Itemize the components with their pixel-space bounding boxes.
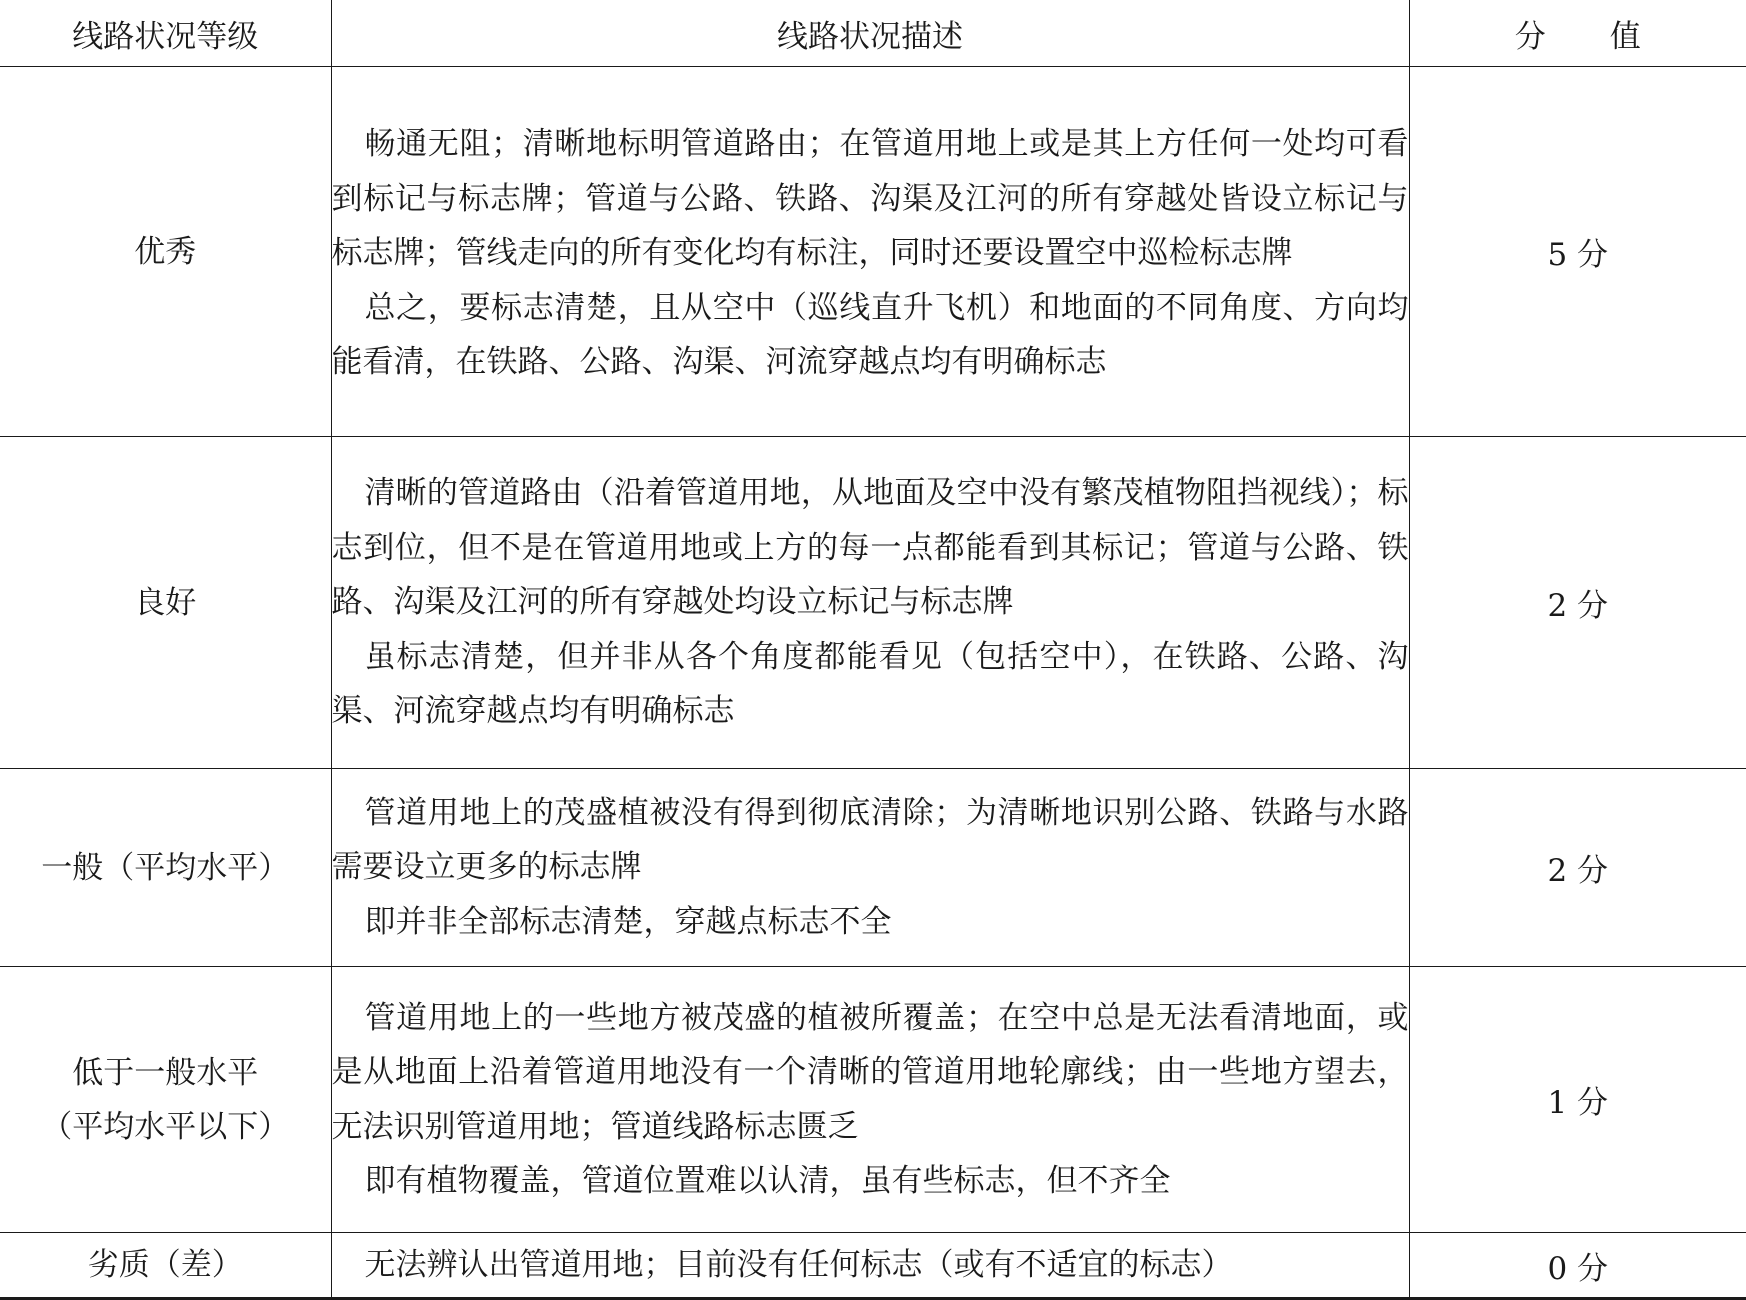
level-line: 优秀 (134, 233, 197, 270)
score-cell: 2 分 (1409, 437, 1746, 769)
level-line: 良好 (134, 584, 197, 621)
level-line: 一般（平均水平） (41, 849, 290, 886)
description-paragraph: 清晰的管道路由（沿着管道用地，从地面及空中没有繁茂植物阻挡视线）；标志到位，但不是在管道用地或上方的每一点都能看到其标记；管道与公路、铁路、沟渠及江河的所有穿越处均设立标记与标志牌 (331, 475, 1409, 621)
table-header-row (0, 0, 1746, 67)
description-cell (331, 437, 1409, 769)
level-cell (0, 1233, 331, 1299)
score-cell: 5 分 (1409, 67, 1746, 437)
header-description: 线路状况描述 (331, 0, 1409, 67)
table-row (0, 67, 1746, 437)
table-row (0, 1233, 1746, 1299)
score-cell: 2 分 (1409, 769, 1746, 967)
header-score-part2: 值 (1609, 18, 1641, 55)
description-cell (331, 769, 1409, 967)
table-row (0, 437, 1746, 769)
score-cell: 1 分 (1409, 967, 1746, 1233)
table-row (0, 769, 1746, 967)
description-paragraph: 即有植物覆盖，管道位置难以认清，虽有些标志，但不齐全 (364, 1163, 1171, 1199)
description-paragraph: 即并非全部标志清楚，穿越点标志不全 (364, 903, 892, 940)
description-paragraph: 总之，要标志清楚，且从空中（巡线直升飞机）和地面的不同角度、方向均能看清，在铁路、公路、沟渠、河流穿越点均有明确标志 (331, 289, 1409, 381)
level-line: 劣质（差） (87, 1247, 243, 1283)
description-paragraph: 管道用地上的茂盛植被没有得到彻底清除；为清晰地识别公路、铁路与水路需要设立更多的标志牌 (331, 794, 1409, 886)
level-cell (0, 67, 331, 437)
description-cell (331, 967, 1409, 1233)
description-paragraph: 无法辨认出管道用地；目前没有任何标志（或有不适宜的标志） (364, 1246, 1233, 1283)
table-row (0, 967, 1746, 1233)
level-line: （平均水平以下） (41, 1108, 290, 1145)
description-paragraph: 管道用地上的一些地方被茂盛的植被所覆盖；在空中总是无法看清地面，或是从地面上沿着管道用地没有一个清晰的管道用地轮廓线；由一些地方望去，无法识别管道用地；管道线路标志匮乏 (331, 999, 1409, 1145)
description-paragraph: 虽标志清楚，但并非从各个角度都能看见（包括空中），在铁路、公路、沟渠、河流穿越点均有明确标志 (331, 638, 1409, 730)
header-score (1409, 0, 1746, 67)
level-cell (0, 967, 331, 1233)
level-cell (0, 437, 331, 769)
description-paragraph: 畅通无阻；清晰地标明管道路由；在管道用地上或是其上方任何一处均可看到标记与标志牌；管道与公路、铁路、沟渠及江河的所有穿越处皆设立标记与标志牌；管线走向的所有变化均有标注，同时还要设置空中巡检标志牌 (331, 126, 1409, 272)
score-cell: 0 分 (1409, 1233, 1746, 1299)
level-line: 低于一般水平 (72, 1054, 259, 1091)
header-level: 线路状况等级 (0, 0, 331, 67)
description-cell (331, 1233, 1409, 1299)
description-cell (331, 67, 1409, 437)
header-score-part1: 分 (1514, 18, 1546, 55)
level-cell (0, 769, 331, 967)
